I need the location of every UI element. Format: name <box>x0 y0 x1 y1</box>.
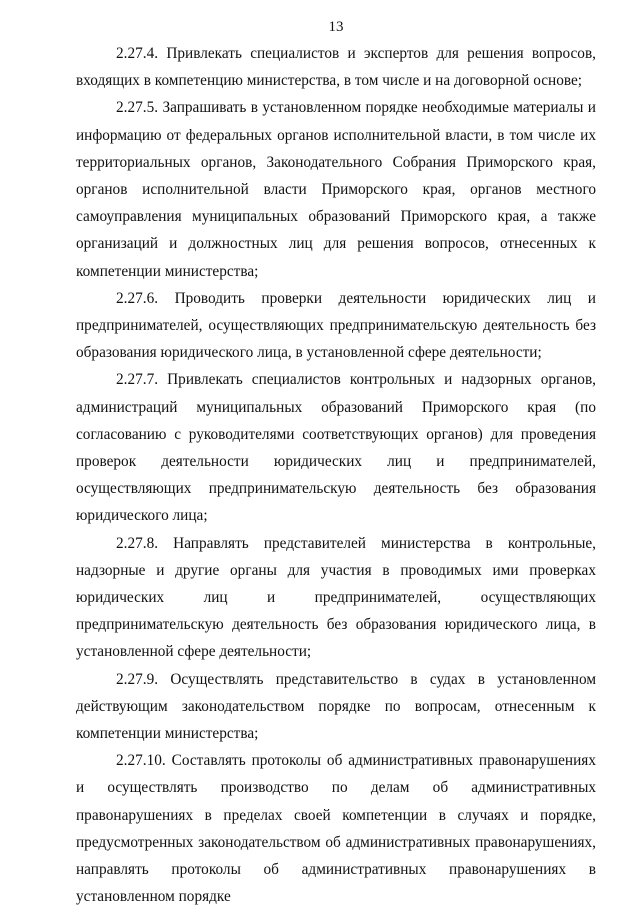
page-number: 13 <box>328 19 344 35</box>
paragraph-2-27-8: 2.27.8. Направлять представителей министерства в контрольные, надзорные и другие органы для участия в проводимых ими проверках юридических лиц и предпринимателей, осуществляющих предпринимательскую деятельность без образования юридического лица, в установленной сфере деятельности; <box>76 534 596 661</box>
paragraph-2-27-9: 2.27.9. Осуществлять представительство в судах в установленном действующим законодательством порядке по вопросам, отнесенным к компетенции министерства; <box>76 670 596 743</box>
paragraph-2-27-10: 2.27.10. Составлять протоколы об административных правонарушениях и осуществлять производство по делам об административных правонарушениях в пределах своей компетенции в случаях и порядке, предусмотренных законодательством об административных правонарушениях, направлять протоколы об административных правонарушениях в установленном порядке <box>76 752 596 906</box>
paragraph-2-27-6: 2.27.6. Проводить проверки деятельности юридических лиц и предпринимателей, осуществляющих предпринимательскую деятельность без образования юридического лица, в установленной сфере деятельности; <box>76 289 596 362</box>
document-body <box>76 40 596 911</box>
paragraph-2-27-7: 2.27.7. Привлекать специалистов контрольных и надзорных органов, администраций муниципальных образований Приморского края (по согласованию с руководителями соответствующих органов) для проведения проверок деятельности юридических лиц и предпринимателей, осуществляющих предпринимательскую деятельность без образования юридического лица; <box>76 371 596 525</box>
paragraph-2-27-5: 2.27.5. Запрашивать в установленном порядке необходимые материалы и информацию от федеральных органов исполнительной власти, в том числе их территориальных органов, Законодательного Собрания Приморского края, органов исполнительной власти Приморского края, органов местного самоуправления муниципальных образований Приморского края, а также организаций и должностных лиц для решения вопросов, отнесенных к компетенции министерства; <box>76 99 596 280</box>
paragraph-2-27-4: 2.27.4. Привлекать специалистов и экспертов для решения вопросов, входящих в компетенцию министерства, в том числе и на договорной основе; <box>76 45 596 90</box>
